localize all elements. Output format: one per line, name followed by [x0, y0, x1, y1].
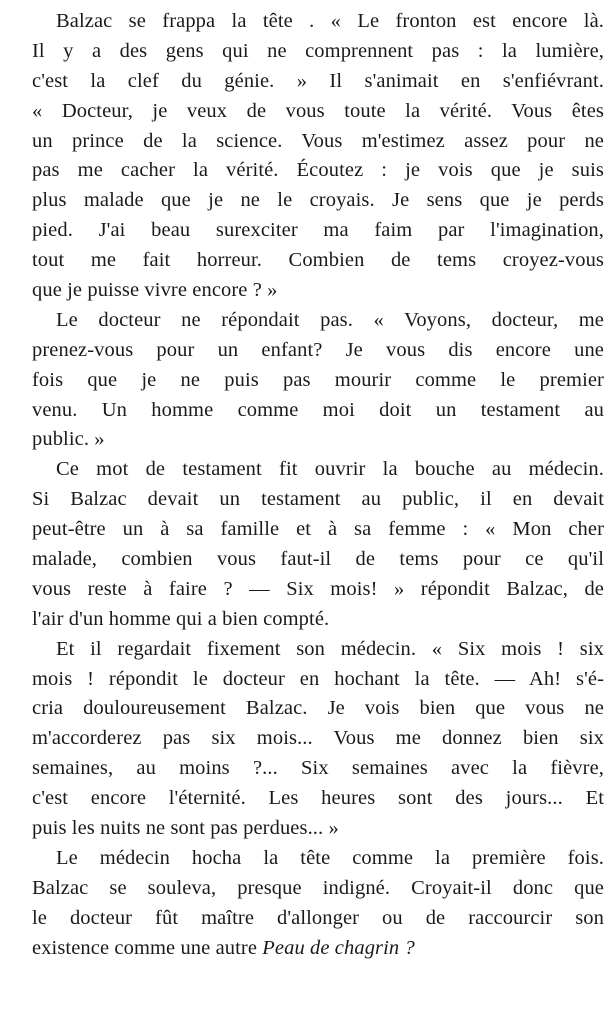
text-line: tout me fait horreur. Combien de tems croyez-vous	[32, 249, 604, 272]
book-page	[32, 7, 604, 964]
text-line: puis les nuits ne sont pas perdues... »	[32, 817, 339, 840]
text-line: pied. J'ai beau surexciter ma faim par l'imagination,	[32, 219, 604, 242]
text-line: « Docteur, je veux de vous toute la vérité. Vous êtes	[32, 99, 604, 122]
text-line: semaines, au moins ?... Six semaines avec la fièvre,	[32, 757, 604, 780]
paragraph-3	[32, 455, 604, 634]
text-line: mois ! répondit le docteur en hochant la tête. — Ah! s'é-	[32, 667, 604, 690]
text-line: Le médecin hocha la tête comme la première fois.	[56, 846, 604, 869]
text-line: le docteur fût maître d'allonger ou de raccourcir son	[32, 906, 604, 929]
text-line	[32, 934, 604, 964]
paragraph-2	[32, 306, 604, 455]
text-line: l'air d'un homme qui a bien compté.	[32, 607, 330, 630]
text-line: Si Balzac devait un testament au public, il en devait	[32, 488, 604, 511]
text-line: m'accorderez pas six mois... Vous me donnez bien six	[32, 727, 604, 750]
text-line: vous reste à faire ? — Six mois! » répondit Balzac, de	[32, 577, 604, 600]
text-line: Et il regardait fixement son médecin. « Six mois ! six	[56, 637, 604, 660]
text-line: venu. Un homme comme moi doit un testament au	[32, 398, 604, 421]
text-line: public. »	[32, 428, 105, 451]
paragraph-5	[32, 844, 604, 964]
paragraph-1	[32, 7, 604, 306]
text-line: Ce mot de testament fit ouvrir la bouche au médecin.	[56, 458, 604, 481]
text-line: c'est encore l'éternité. Les heures sont des jours... Et	[32, 787, 604, 810]
text-line: c'est la clef du génie. » Il s'animait en s'enfiévrant.	[32, 69, 604, 92]
text-line: pas me cacher la vérité. Écoutez : je vois que je suis	[32, 159, 604, 182]
text-line: plus malade que je ne le croyais. Je sens que je perds	[32, 189, 604, 212]
text-line: fois que je ne puis pas mourir comme le premier	[32, 368, 604, 391]
text-line: Balzac se frappa la tête . « Le fronton est encore là.	[56, 10, 604, 32]
text-line: cria douloureusement Balzac. Je vois bien que vous ne	[32, 697, 604, 720]
text-line: Il y a des gens qui ne comprennent pas : la lumière,	[32, 39, 604, 62]
text-line: Le docteur ne répondait pas. « Voyons, docteur, me	[56, 308, 604, 331]
text-line: Balzac se souleva, presque indigné. Croyait-il donc que	[32, 876, 604, 899]
text-line: prenez-vous pour un enfant? Je vous dis encore une	[32, 338, 604, 361]
text-line: peut-être un à sa famille et à sa femme : « Mon cher	[32, 518, 604, 541]
book-title-italic: Peau de chagrin ?	[262, 936, 415, 959]
paragraph-4	[32, 635, 604, 844]
text-line: que je puisse vivre encore ? »	[32, 279, 278, 302]
text-line-prefix: existence comme une autre	[32, 936, 263, 959]
text-line: malade, combien vous faut-il de tems pour ce qu'il	[32, 548, 604, 571]
text-line: un prince de la science. Vous m'estimez assez pour ne	[32, 129, 604, 152]
